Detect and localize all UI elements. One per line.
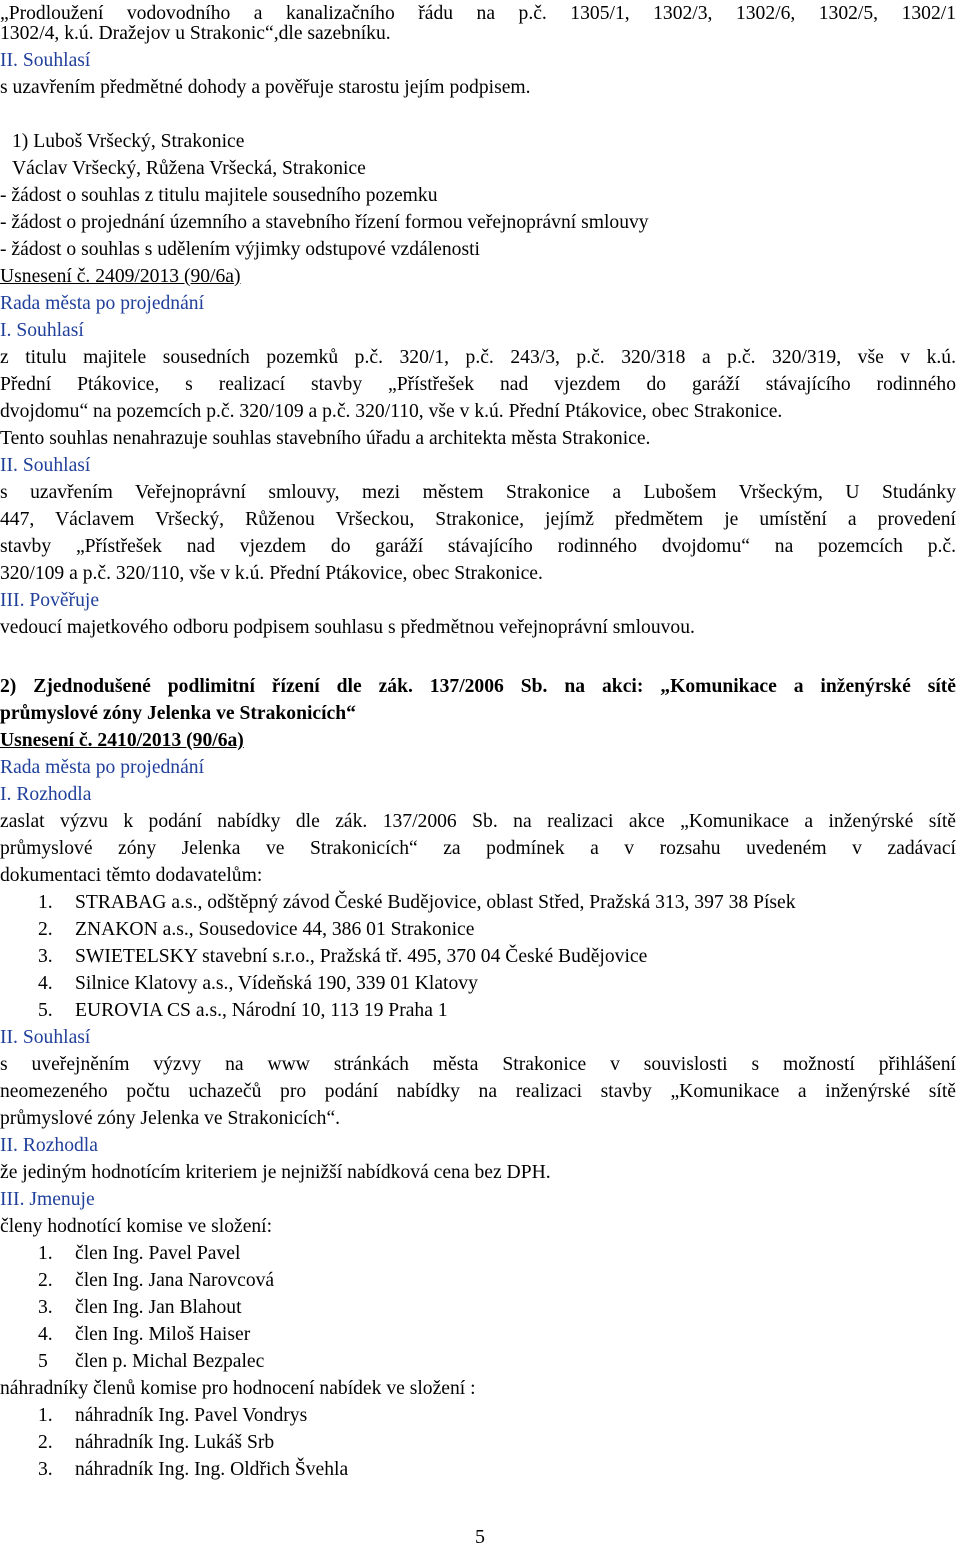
list-number: 1. <box>38 892 53 913</box>
text-line: Tento souhlas nenahrazuje souhlas stavebního úřadu a architekta města Strakonice. <box>0 428 651 449</box>
list-number: 3. <box>38 1459 53 1480</box>
text-line: 320/109 a p.č. 320/110, vše v k.ú. Přední Ptákovice, obec Strakonice. <box>0 563 543 584</box>
section-heading: III. Jmenuje <box>0 1189 95 1210</box>
list-item: člen Ing. Jana Narovcová <box>75 1270 275 1291</box>
item-title: 2) Zjednodušené podlimitní řízení dle zák. 137/2006 Sb. na akci: „Komunikace a inženýrské sítě <box>0 676 956 697</box>
list-item: člen Ing. Jan Blahout <box>75 1297 242 1318</box>
text-line: „Prodloužení vodovodního a kanalizačního řádu na p.č. 1305/1, 1302/3, 1302/6, 1302/5, 1302/1 <box>0 3 956 24</box>
item-subtitle: Václav Vršecký, Růžena Vršecká, Strakonice <box>12 158 366 179</box>
item-title: průmyslové zóny Jelenka ve Strakonicích“ <box>0 703 356 724</box>
section-heading: I. Souhlasí <box>0 320 84 341</box>
text-line: dvojdomu“ na pozemcích p.č. 320/109 a p.č. 320/110, vše v k.ú. Přední Ptákovice, obec Strakonice. <box>0 401 783 422</box>
list-number: 2. <box>38 919 53 940</box>
request-line: - žádost o souhlas z titulu majitele sousedního pozemku <box>0 185 438 206</box>
list-item: ZNAKON a.s., Sousedovice 44, 386 01 Strakonice <box>75 919 475 940</box>
text-line: s uzavřením předmětné dohody a pověřuje starostu jejím podpisem. <box>0 77 531 98</box>
section-heading: II. Souhlasí <box>0 455 91 476</box>
list-item: STRABAG a.s., odštěpný závod České Budějovice, oblast Střed, Pražská 313, 397 38 Písek <box>75 892 796 913</box>
text-line: vedoucí majetkového odboru podpisem souhlasu s předmětnou veřejnoprávní smlouvou. <box>0 617 695 638</box>
section-heading: I. Rozhodla <box>0 784 92 805</box>
text-line: s uzavřením Veřejnoprávní smlouvy, mezi městem Strakonice a Lubošem Vršeckým, U Studánky <box>0 482 956 503</box>
list-number: 1. <box>38 1243 53 1264</box>
text-line: zaslat výzvu k podání nabídky dle zák. 137/2006 Sb. na realizaci akce „Komunikace a inženýrské sítě <box>0 811 956 832</box>
text-line: stavby „Přístřešek nad vjezdem do garáží stávajícího rodinného dvojdomu“ na pozemcích p.č. <box>0 536 956 557</box>
page-number: 5 <box>475 1526 485 1548</box>
text-line: průmyslové zóny Jelenka ve Strakonicích“. <box>0 1108 341 1129</box>
list-item: člen Ing. Pavel Pavel <box>75 1243 241 1264</box>
text-line: průmyslové zóny Jelenka ve Strakonicích“ za podmínek a v rozsahu uvedeném v zadávací <box>0 838 956 859</box>
list-number: 5 <box>38 1351 48 1372</box>
resolution-number: Usnesení č. 2410/2013 (90/6a) <box>0 730 244 751</box>
list-number: 2. <box>38 1432 53 1453</box>
list-item: člen p. Michal Bezpalec <box>75 1351 265 1372</box>
section-heading: III. Pověřuje <box>0 590 100 611</box>
list-number: 4. <box>38 973 53 994</box>
text-line: 447, Václavem Vršecký, Růženou Vršeckou, Strakonice, jejímž předmětem je umístění a provedení <box>0 509 956 530</box>
list-item: náhradník Ing. Pavel Vondrys <box>75 1405 308 1426</box>
list-number: 2. <box>38 1270 53 1291</box>
text-line: náhradníky členů komise pro hodnocení nabídek ve složení : <box>0 1378 476 1399</box>
list-number: 4. <box>38 1324 53 1345</box>
text-line: členy hodnotící komise ve složení: <box>0 1216 273 1237</box>
section-heading: II. Souhlasí <box>0 1027 91 1048</box>
request-line: - žádost o souhlas s udělením výjimky odstupové vzdálenosti <box>0 239 480 260</box>
list-number: 5. <box>38 1000 53 1021</box>
list-item: Silnice Klatovy a.s., Vídeňská 190, 339 01 Klatovy <box>75 973 478 994</box>
text-line: z titulu majitele sousedních pozemků p.č. 320/1, p.č. 243/3, p.č. 320/318 a p.č. 320/319, vše v k.ú. <box>0 347 956 368</box>
text-line: Přední Ptákovice, s realizací stavby „Přístřešek nad vjezdem do garáží stávajícího rodinného <box>0 374 956 395</box>
text-line: s uveřejněním výzvy na www stránkách města Strakonice v souvislosti s možností přihlášení <box>0 1054 956 1075</box>
text-line: 1302/4, k.ú. Dražejov u Strakonic“,dle sazebníku. <box>0 23 391 44</box>
item-title: 1) Luboš Vršecký, Strakonice <box>12 131 245 152</box>
council-line: Rada města po projednání <box>0 757 205 778</box>
list-item: náhradník Ing. Ing. Oldřich Švehla <box>75 1459 349 1480</box>
list-number: 3. <box>38 1297 53 1318</box>
council-line: Rada města po projednání <box>0 293 205 314</box>
list-number: 3. <box>38 946 53 967</box>
list-item: náhradník Ing. Lukáš Srb <box>75 1432 275 1453</box>
list-item: EUROVIA CS a.s., Národní 10, 113 19 Praha 1 <box>75 1000 448 1021</box>
text-line: neomezeného počtu uchazečů pro podání nabídky na realizaci stavby „Komunikace a inženýrské sítě <box>0 1081 956 1102</box>
list-item: člen Ing. Miloš Haiser <box>75 1324 251 1345</box>
resolution-number: Usnesení č. 2409/2013 (90/6a) <box>0 266 241 287</box>
request-line: - žádost o projednání územního a stavebního řízení formou veřejnoprávní smlouvy <box>0 212 649 233</box>
section-heading: II. Souhlasí <box>0 50 91 71</box>
list-number: 1. <box>38 1405 53 1426</box>
text-line: že jediným hodnotícím kriteriem je nejnižší nabídková cena bez DPH. <box>0 1162 551 1183</box>
list-item: SWIETELSKY stavební s.r.o., Pražská tř. 495, 370 04 České Budějovice <box>75 946 648 967</box>
section-heading: II. Rozhodla <box>0 1135 98 1156</box>
text-line: dokumentaci těmto dodavatelům: <box>0 865 263 886</box>
